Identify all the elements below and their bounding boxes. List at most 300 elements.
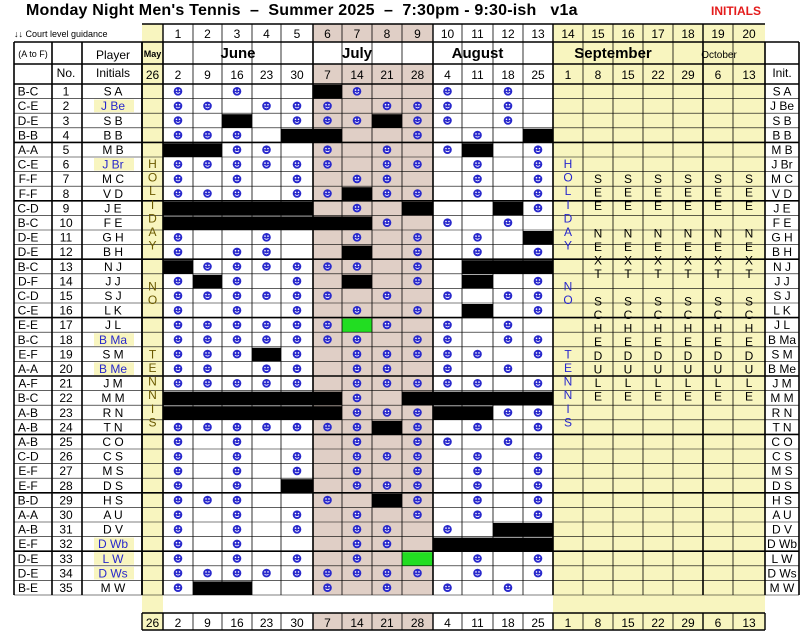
schedule-letter: C — [713, 308, 723, 322]
smiley-icon — [413, 510, 422, 519]
unavailable-cell — [342, 275, 372, 289]
player-number: 33 — [59, 551, 73, 566]
smiley-eye — [448, 440, 450, 442]
smiley-icon — [174, 437, 183, 446]
smiley-eye — [536, 425, 538, 427]
smiley-eye — [176, 454, 178, 456]
smiley-eye — [179, 294, 181, 296]
smiley-eye — [415, 265, 417, 267]
player-initials: M B — [102, 143, 124, 157]
smiley-eye — [506, 119, 508, 121]
smiley-eye — [235, 323, 237, 325]
week-number: 15 — [591, 27, 605, 41]
smiley-eye — [235, 484, 237, 486]
smiley-eye — [176, 557, 178, 559]
smiley-icon — [413, 262, 422, 271]
smiley-eye — [539, 250, 541, 252]
player-level: B-C — [17, 216, 39, 230]
smiley-eye — [415, 162, 417, 164]
holiday-letter: O — [147, 293, 158, 307]
smiley-eye — [179, 527, 181, 529]
schedule-letter: S — [653, 172, 663, 186]
player-initials: N J — [104, 259, 122, 274]
smiley-eye — [388, 177, 390, 179]
schedule-letter: E — [713, 335, 723, 350]
smiley-eye — [536, 294, 538, 296]
smiley-eye — [448, 104, 450, 106]
smiley-eye — [355, 396, 357, 398]
player-initials-right: L W — [771, 551, 793, 566]
smiley-icon — [473, 248, 482, 257]
player-level: F-F — [18, 186, 38, 201]
smiley-eye — [448, 221, 450, 223]
smiley-eye — [388, 411, 390, 413]
smiley-eye — [475, 162, 477, 164]
date-label: 13 — [742, 616, 756, 630]
smiley-icon — [323, 160, 332, 169]
week-number: 16 — [621, 27, 635, 41]
player-initials: D V — [102, 522, 124, 537]
schedule-letter: H — [744, 321, 754, 336]
smiley-icon — [413, 306, 422, 315]
smiley-eye — [509, 411, 511, 413]
smiley-eye — [179, 192, 181, 194]
smiley-eye — [205, 104, 207, 106]
smiley-icon — [353, 175, 362, 184]
smiley-icon — [262, 262, 271, 271]
smiley-icon — [293, 554, 302, 563]
smiley-icon — [353, 364, 362, 373]
smiley-icon — [534, 277, 543, 286]
smiley-eye — [264, 250, 266, 252]
smiley-eye — [478, 235, 480, 237]
smiley-icon — [383, 540, 392, 549]
player-initials-right: M C — [771, 172, 793, 187]
smiley-eye — [358, 411, 360, 413]
unavailable-cell — [402, 202, 433, 216]
player-initials: B H — [102, 245, 124, 260]
unavailable-cell — [462, 406, 493, 420]
holiday-letter: H — [563, 157, 573, 171]
player-level: C-E — [17, 99, 39, 114]
smiley-eye — [415, 498, 417, 500]
smiley-eye — [358, 352, 360, 354]
smiley-eye — [385, 367, 387, 369]
player-level: C-D — [17, 289, 39, 303]
smiley-eye — [358, 206, 360, 208]
smiley-icon — [293, 525, 302, 534]
unavailable-cell — [193, 581, 222, 595]
player-initials: D Ws — [98, 566, 128, 581]
unavailable-cell — [252, 348, 281, 362]
unavailable-cell — [281, 406, 313, 420]
smiley-icon — [383, 102, 392, 111]
smiley-eye — [448, 367, 450, 369]
smiley-eye — [475, 192, 477, 194]
smiley-eye — [267, 250, 269, 252]
smiley-icon — [293, 175, 302, 184]
smiley-eye — [388, 104, 390, 106]
smiley-eye — [238, 265, 240, 267]
smiley-icon — [534, 510, 543, 519]
schedule-letter: H — [683, 321, 693, 336]
smiley-eye — [176, 469, 178, 471]
smiley-eye — [238, 425, 240, 427]
smiley-icon — [504, 102, 513, 111]
player-initials-right: M W — [769, 581, 795, 595]
smiley-eye — [418, 469, 420, 471]
smiley-eye — [358, 469, 360, 471]
smiley-eye — [298, 104, 300, 106]
smiley-icon — [353, 116, 362, 125]
smiley-icon — [473, 554, 482, 563]
smiley-eye — [295, 104, 297, 106]
smiley-icon — [262, 364, 271, 373]
smiley-eye — [418, 133, 420, 135]
schedule-letter: C — [623, 308, 633, 322]
smiley-icon — [174, 364, 183, 373]
schedule-letter: L — [594, 376, 602, 390]
smiley-eye — [539, 148, 541, 150]
smiley-eye — [355, 352, 357, 354]
smiley-eye — [418, 104, 420, 106]
smiley-icon — [233, 437, 242, 446]
smiley-eye — [418, 308, 420, 310]
month-label: June — [220, 45, 256, 62]
smiley-eye — [295, 265, 297, 267]
smiley-icon — [174, 583, 183, 592]
holiday-letter: A — [563, 225, 573, 239]
smiley-icon — [383, 350, 392, 359]
smiley-eye — [448, 586, 450, 588]
schedule-letter: E — [683, 199, 693, 214]
unavailable-cell — [163, 260, 193, 274]
smiley-eye — [298, 425, 300, 427]
month-label: October — [701, 50, 737, 61]
smiley-eye — [358, 484, 360, 486]
smiley-eye — [298, 367, 300, 369]
smiley-icon — [233, 335, 242, 344]
smiley-eye — [179, 308, 181, 310]
smiley-eye — [325, 586, 327, 588]
smiley-icon — [293, 569, 302, 578]
schedule-letter: E — [623, 389, 633, 404]
smiley-icon — [413, 569, 422, 578]
player-initials: S M — [102, 347, 124, 362]
smiley-eye — [295, 557, 297, 559]
player-initials: S A — [103, 84, 123, 99]
smiley-eye — [478, 454, 480, 456]
smiley-eye — [208, 265, 210, 267]
smiley-eye — [176, 250, 178, 252]
smiley-icon — [262, 335, 271, 344]
player-initials-right: J L — [773, 318, 791, 333]
unavailable-cell — [372, 114, 402, 128]
smiley-icon — [534, 145, 543, 154]
schedule-letter: N — [593, 226, 603, 241]
player-level: D-E — [17, 113, 39, 128]
smiley-eye — [298, 323, 300, 325]
smiley-eye — [205, 425, 207, 427]
player-number: 6 — [62, 157, 70, 172]
smiley-eye — [415, 484, 417, 486]
schedule-letter: H — [593, 321, 603, 336]
smiley-icon — [233, 175, 242, 184]
smiley-eye — [295, 367, 297, 369]
player-level: E-F — [18, 347, 38, 362]
smiley-eye — [295, 192, 297, 194]
schedule-letter: N — [744, 226, 754, 241]
smiley-eye — [295, 323, 297, 325]
smiley-eye — [445, 104, 447, 106]
smiley-eye — [385, 527, 387, 529]
smiley-eye — [205, 381, 207, 383]
smiley-eye — [264, 162, 266, 164]
player-level: A-F — [18, 376, 38, 391]
smiley-eye — [179, 498, 181, 500]
player-level: B-C — [17, 259, 39, 274]
smiley-icon — [233, 291, 242, 300]
smiley-eye — [176, 586, 178, 588]
smiley-icon — [353, 569, 362, 578]
smiley-eye — [475, 454, 477, 456]
smiley-eye — [506, 367, 508, 369]
smiley-eye — [539, 177, 541, 179]
smiley-eye — [176, 527, 178, 529]
smiley-eye — [448, 352, 450, 354]
smiley-eye — [238, 133, 240, 135]
smiley-eye — [388, 454, 390, 456]
smiley-icon — [383, 525, 392, 534]
smiley-eye — [176, 338, 178, 340]
smiley-eye — [358, 235, 360, 237]
smiley-eye — [536, 381, 538, 383]
smiley-eye — [358, 425, 360, 427]
smiley-eye — [539, 571, 541, 573]
smiley-eye — [176, 279, 178, 281]
smiley-eye — [328, 192, 330, 194]
smiley-eye — [325, 571, 327, 573]
smiley-eye — [385, 484, 387, 486]
player-initials-right: G H — [771, 230, 793, 245]
smiley-eye — [238, 498, 240, 500]
player-number: 26 — [59, 449, 73, 464]
player-initials-right: D S — [771, 478, 793, 493]
smiley-icon — [443, 102, 452, 111]
smiley-eye — [506, 89, 508, 91]
smiley-eye — [358, 454, 360, 456]
unavailable-cell — [523, 523, 553, 537]
smiley-icon — [534, 467, 543, 476]
player-initials: J E — [104, 201, 122, 216]
smiley-eye — [415, 133, 417, 135]
smiley-icon — [413, 467, 422, 476]
smiley-eye — [325, 192, 327, 194]
smiley-icon — [443, 116, 452, 125]
smiley-eye — [448, 381, 450, 383]
smiley-icon — [443, 218, 452, 227]
smiley-eye — [179, 542, 181, 544]
smiley-icon — [473, 569, 482, 578]
smiley-eye — [238, 294, 240, 296]
smiley-icon — [504, 583, 513, 592]
smiley-icon — [534, 496, 543, 505]
smiley-eye — [238, 323, 240, 325]
player-level: E-F — [18, 537, 38, 552]
date-label: 18 — [501, 68, 515, 82]
smiley-icon — [534, 306, 543, 315]
unavailable-cell — [523, 260, 553, 274]
schedule-letter: S — [593, 172, 603, 186]
smiley-eye — [298, 513, 300, 515]
smiley-eye — [539, 484, 541, 486]
schedule-letter: E — [713, 240, 723, 254]
smiley-eye — [179, 104, 181, 106]
holiday-letter: N — [148, 388, 157, 403]
smiley-eye — [298, 119, 300, 121]
smiley-eye — [235, 527, 237, 529]
player-number: 4 — [62, 128, 70, 143]
smiley-eye — [179, 367, 181, 369]
smiley-eye — [267, 235, 269, 237]
schedule-letter: S — [653, 294, 663, 309]
smiley-icon — [473, 233, 482, 242]
smiley-eye — [506, 338, 508, 340]
schedule-letter: E — [683, 240, 693, 254]
smiley-icon — [383, 481, 392, 490]
schedule-letter: U — [593, 362, 603, 377]
smiley-eye — [478, 498, 480, 500]
smiley-eye — [509, 294, 511, 296]
smiley-eye — [509, 89, 511, 91]
smiley-eye — [179, 177, 181, 179]
smiley-icon — [293, 452, 302, 461]
schedule-letter: T — [624, 267, 632, 282]
schedule-letter: T — [714, 267, 722, 282]
smiley-icon — [262, 321, 271, 330]
no-header: No. — [56, 66, 76, 80]
smiley-icon — [504, 437, 513, 446]
week-number: 6 — [324, 27, 331, 41]
smiley-icon — [174, 540, 183, 549]
smiley-eye — [205, 294, 207, 296]
smiley-eye — [475, 133, 477, 135]
smiley-eye — [355, 425, 357, 427]
may-column-bg — [142, 24, 163, 630]
smiley-eye — [478, 352, 480, 354]
smiley-eye — [295, 469, 297, 471]
smiley-icon — [233, 481, 242, 490]
smiley-eye — [539, 206, 541, 208]
smiley-eye — [205, 265, 207, 267]
smiley-eye — [448, 148, 450, 150]
schedule-letter: H — [653, 321, 663, 336]
smiley-eye — [176, 89, 178, 91]
smiley-icon — [174, 452, 183, 461]
smiley-eye — [448, 323, 450, 325]
smiley-eye — [385, 352, 387, 354]
smiley-eye — [208, 571, 210, 573]
week-number: 19 — [711, 27, 725, 41]
smiley-eye — [295, 338, 297, 340]
schedule-letter: T — [745, 267, 753, 282]
smiley-eye — [176, 133, 178, 135]
smiley-eye — [509, 221, 511, 223]
smiley-icon — [504, 291, 513, 300]
unavailable-cell — [252, 406, 281, 420]
smiley-eye — [448, 89, 450, 91]
smiley-eye — [385, 162, 387, 164]
schedule-letter: N — [653, 226, 663, 241]
init-header: Init. — [772, 66, 792, 80]
schedule-letter: N — [713, 226, 723, 241]
smiley-icon — [203, 364, 212, 373]
smiley-eye — [445, 294, 447, 296]
smiley-eye — [179, 425, 181, 427]
player-initials: B Ma — [98, 332, 128, 347]
player-initials-right: J Be — [769, 99, 795, 114]
smiley-eye — [325, 148, 327, 150]
smiley-eye — [385, 294, 387, 296]
smiley-icon — [413, 496, 422, 505]
smiley-eye — [509, 367, 511, 369]
schedule-letter: N — [683, 226, 693, 241]
schedule-letter: X — [683, 253, 693, 268]
smiley-icon — [443, 583, 452, 592]
smiley-eye — [506, 411, 508, 413]
player-level: E-F — [18, 464, 38, 479]
smiley-icon — [174, 481, 183, 490]
player-initials-right: B H — [771, 245, 793, 260]
smiley-eye — [418, 250, 420, 252]
smiley-eye — [536, 250, 538, 252]
smiley-eye — [176, 571, 178, 573]
player-initials: G H — [102, 230, 124, 245]
player-number: 12 — [59, 245, 73, 260]
schedule-letter: S — [683, 294, 693, 309]
smiley-eye — [509, 586, 511, 588]
smiley-eye — [478, 250, 480, 252]
smiley-eye — [355, 571, 357, 573]
holiday-letter: Y — [148, 238, 157, 253]
smiley-eye — [536, 352, 538, 354]
schedule-letter: S — [713, 294, 723, 309]
schedule-letter: T — [594, 267, 602, 282]
smiley-icon — [233, 248, 242, 257]
player-number: 28 — [59, 478, 73, 493]
holiday-letter: Y — [563, 238, 573, 253]
player-initials-right: N J — [773, 259, 791, 274]
schedule-letter: S — [744, 172, 754, 186]
unavailable-cell — [523, 538, 553, 552]
smiley-eye — [415, 104, 417, 106]
smiley-eye — [176, 381, 178, 383]
smiley-eye — [235, 498, 237, 500]
smiley-eye — [445, 381, 447, 383]
smiley-eye — [235, 557, 237, 559]
player-number: 27 — [59, 464, 73, 479]
smiley-eye — [475, 498, 477, 500]
unavailable-cell — [252, 392, 281, 406]
initials-header: Initials — [95, 66, 131, 80]
date-label: 16 — [230, 616, 244, 630]
smiley-eye — [536, 498, 538, 500]
smiley-icon — [262, 102, 271, 111]
page-title: Monday Night Men's Tennis – Summer 2025 – 7:30pm - 9:30-ish v1a — [26, 2, 578, 19]
smiley-eye — [445, 89, 447, 91]
player-number: 8 — [62, 186, 70, 201]
smiley-eye — [418, 440, 420, 442]
